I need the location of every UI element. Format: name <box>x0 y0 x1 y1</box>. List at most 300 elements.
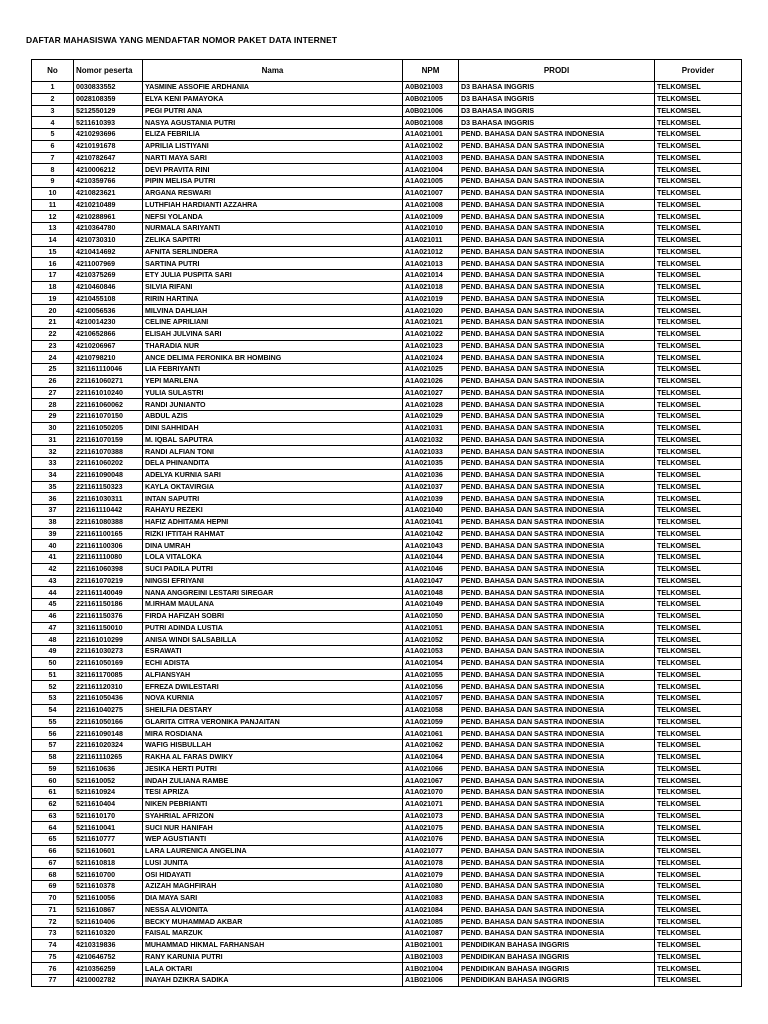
cell-prodi: PEND. BAHASA DAN SASTRA INDONESIA <box>459 587 655 599</box>
cell-no: 31 <box>32 434 74 446</box>
cell-npm: A1A021020 <box>403 305 459 317</box>
cell-npm: A0B021003 <box>403 82 459 94</box>
cell-nama: RAHAYU REZEKI <box>143 505 403 517</box>
table-row <box>32 869 742 881</box>
cell-npm: A1A021032 <box>403 434 459 446</box>
cell-nomor-peserta: 5212550129 <box>74 105 143 117</box>
cell-prodi: PEND. BAHASA DAN SASTRA INDONESIA <box>459 364 655 376</box>
cell-provider: TELKOMSEL <box>655 328 742 340</box>
cell-prodi: PEND. BAHASA DAN SASTRA INDONESIA <box>459 575 655 587</box>
cell-provider: TELKOMSEL <box>655 270 742 282</box>
cell-nama: SUCI PADILA PUTRI <box>143 563 403 575</box>
cell-nomor-peserta: 221161070150 <box>74 411 143 423</box>
cell-nama: ETY JULIA PUSPITA SARI <box>143 270 403 282</box>
table-row <box>32 610 742 622</box>
cell-nama: RIRIN HARTINA <box>143 293 403 305</box>
cell-no: 16 <box>32 258 74 270</box>
cell-npm: A1A021044 <box>403 552 459 564</box>
cell-no: 46 <box>32 610 74 622</box>
cell-no: 13 <box>32 223 74 235</box>
cell-prodi: PEND. BAHASA DAN SASTRA INDONESIA <box>459 834 655 846</box>
cell-provider: TELKOMSEL <box>655 716 742 728</box>
cell-prodi: D3 BAHASA INGGRIS <box>459 93 655 105</box>
cell-nama: INDAH ZULIANA RAMBE <box>143 775 403 787</box>
cell-nomor-peserta: 4210288961 <box>74 211 143 223</box>
cell-no: 29 <box>32 411 74 423</box>
cell-nomor-peserta: 221161050205 <box>74 422 143 434</box>
cell-prodi: PEND. BAHASA DAN SASTRA INDONESIA <box>459 246 655 258</box>
cell-no: 17 <box>32 270 74 282</box>
cell-npm: A1A021021 <box>403 317 459 329</box>
cell-nama: NEFSI YOLANDA <box>143 211 403 223</box>
cell-nomor-peserta: 221161010240 <box>74 387 143 399</box>
cell-no: 26 <box>32 375 74 387</box>
cell-prodi: PEND. BAHASA DAN SASTRA INDONESIA <box>459 599 655 611</box>
cell-npm: A1B021001 <box>403 939 459 951</box>
cell-no: 53 <box>32 693 74 705</box>
table-row <box>32 916 742 928</box>
cell-nama: BECKY MUHAMMAD AKBAR <box>143 916 403 928</box>
cell-npm: A1A021048 <box>403 587 459 599</box>
table-row <box>32 787 742 799</box>
table-row <box>32 140 742 152</box>
cell-nama: SYAHRIAL AFRIZON <box>143 810 403 822</box>
cell-prodi: PEND. BAHASA DAN SASTRA INDONESIA <box>459 411 655 423</box>
table-row <box>32 469 742 481</box>
cell-npm: A1A021051 <box>403 622 459 634</box>
cell-provider: TELKOMSEL <box>655 951 742 963</box>
cell-prodi: PEND. BAHASA DAN SASTRA INDONESIA <box>459 340 655 352</box>
table-row <box>32 387 742 399</box>
cell-nama: YASMINE ASSOFIE ARDHANIA <box>143 82 403 94</box>
cell-nama: WAFIG HISBULLAH <box>143 740 403 752</box>
cell-nama: RANY KARUNIA PUTRI <box>143 951 403 963</box>
cell-no: 54 <box>32 704 74 716</box>
cell-nomor-peserta: 321161170085 <box>74 669 143 681</box>
cell-no: 40 <box>32 540 74 552</box>
cell-nama: JESIKA HERTI PUTRI <box>143 763 403 775</box>
table-row <box>32 822 742 834</box>
cell-nomor-peserta: 221161050436 <box>74 693 143 705</box>
cell-prodi: PEND. BAHASA DAN SASTRA INDONESIA <box>459 622 655 634</box>
cell-provider: TELKOMSEL <box>655 963 742 975</box>
cell-nomor-peserta: 4210646752 <box>74 951 143 963</box>
cell-prodi: PEND. BAHASA DAN SASTRA INDONESIA <box>459 681 655 693</box>
cell-prodi: PEND. BAHASA DAN SASTRA INDONESIA <box>459 399 655 411</box>
header-nama: Nama <box>143 60 403 82</box>
table-row <box>32 528 742 540</box>
cell-no: 68 <box>32 869 74 881</box>
cell-nomor-peserta: 221161020324 <box>74 740 143 752</box>
cell-no: 14 <box>32 234 74 246</box>
cell-provider: TELKOMSEL <box>655 82 742 94</box>
cell-nama: DELA PHINANDITA <box>143 458 403 470</box>
cell-nama: RIZKI IFTITAH RAHMAT <box>143 528 403 540</box>
cell-provider: TELKOMSEL <box>655 681 742 693</box>
cell-prodi: PEND. BAHASA DAN SASTRA INDONESIA <box>459 481 655 493</box>
table-row <box>32 552 742 564</box>
table-row <box>32 634 742 646</box>
cell-prodi: D3 BAHASA INGGRIS <box>459 117 655 129</box>
cell-provider: TELKOMSEL <box>655 704 742 716</box>
cell-prodi: PEND. BAHASA DAN SASTRA INDONESIA <box>459 505 655 517</box>
cell-nama: EFREZA DWILESTARI <box>143 681 403 693</box>
cell-nomor-peserta: 4210823621 <box>74 187 143 199</box>
cell-nama: M. IQBAL SAPUTRA <box>143 434 403 446</box>
cell-prodi: PENDIDIKAN BAHASA INGGRIS <box>459 939 655 951</box>
cell-provider: TELKOMSEL <box>655 246 742 258</box>
cell-npm: A1A021036 <box>403 469 459 481</box>
cell-provider: TELKOMSEL <box>655 93 742 105</box>
cell-provider: TELKOMSEL <box>655 422 742 434</box>
cell-prodi: PEND. BAHASA DAN SASTRA INDONESIA <box>459 563 655 575</box>
cell-nama: NARTI MAYA SARI <box>143 152 403 164</box>
cell-nomor-peserta: 4210460846 <box>74 281 143 293</box>
cell-provider: TELKOMSEL <box>655 810 742 822</box>
cell-provider: TELKOMSEL <box>655 187 742 199</box>
cell-provider: TELKOMSEL <box>655 387 742 399</box>
table-row <box>32 105 742 117</box>
cell-nama: RAKHA AL FARAS DWIKY <box>143 751 403 763</box>
cell-prodi: PEND. BAHASA DAN SASTRA INDONESIA <box>459 434 655 446</box>
cell-provider: TELKOMSEL <box>655 352 742 364</box>
cell-no: 35 <box>32 481 74 493</box>
cell-nama: WEP AGUSTIANTI <box>143 834 403 846</box>
table-row <box>32 963 742 975</box>
cell-provider: TELKOMSEL <box>655 575 742 587</box>
cell-prodi: PEND. BAHASA DAN SASTRA INDONESIA <box>459 281 655 293</box>
cell-no: 56 <box>32 728 74 740</box>
cell-nomor-peserta: 221161060062 <box>74 399 143 411</box>
cell-no: 44 <box>32 587 74 599</box>
table-row <box>32 716 742 728</box>
cell-npm: A1A021070 <box>403 787 459 799</box>
cell-prodi: PEND. BAHASA DAN SASTRA INDONESIA <box>459 199 655 211</box>
table-row <box>32 857 742 869</box>
cell-nomor-peserta: 4210730310 <box>74 234 143 246</box>
cell-nama: HAFIZ ADHITAMA HEPNI <box>143 516 403 528</box>
cell-no: 58 <box>32 751 74 763</box>
cell-no: 28 <box>32 399 74 411</box>
cell-nama: MILVINA DAHLIAH <box>143 305 403 317</box>
cell-no: 30 <box>32 422 74 434</box>
cell-provider: TELKOMSEL <box>655 751 742 763</box>
cell-nomor-peserta: 221161110442 <box>74 505 143 517</box>
cell-prodi: PEND. BAHASA DAN SASTRA INDONESIA <box>459 892 655 904</box>
cell-nama: PUTRI ADINDA LUSTIA <box>143 622 403 634</box>
cell-provider: TELKOMSEL <box>655 105 742 117</box>
cell-prodi: PEND. BAHASA DAN SASTRA INDONESIA <box>459 610 655 622</box>
cell-provider: TELKOMSEL <box>655 199 742 211</box>
cell-prodi: PEND. BAHASA DAN SASTRA INDONESIA <box>459 740 655 752</box>
cell-provider: TELKOMSEL <box>655 740 742 752</box>
cell-no: 71 <box>32 904 74 916</box>
cell-npm: A1A021075 <box>403 822 459 834</box>
cell-nama: GLARITA CITRA VERONIKA PANJAITAN <box>143 716 403 728</box>
table-row <box>32 563 742 575</box>
cell-nama: ELISAH JULVINA SARI <box>143 328 403 340</box>
cell-nomor-peserta: 221161100306 <box>74 540 143 552</box>
cell-prodi: PEND. BAHASA DAN SASTRA INDONESIA <box>459 176 655 188</box>
table-row <box>32 881 742 893</box>
cell-npm: A0B021005 <box>403 93 459 105</box>
cell-nomor-peserta: 221161150376 <box>74 610 143 622</box>
cell-npm: A1A021078 <box>403 857 459 869</box>
cell-no: 36 <box>32 493 74 505</box>
cell-nama: OSI HIDAYATI <box>143 869 403 881</box>
cell-nama: ECHI ADISTA <box>143 657 403 669</box>
cell-npm: A1A021018 <box>403 281 459 293</box>
cell-nama: INAYAH DZIKRA SADIKA <box>143 975 403 987</box>
cell-nomor-peserta: 5211610777 <box>74 834 143 846</box>
cell-nomor-peserta: 5211610170 <box>74 810 143 822</box>
cell-no: 64 <box>32 822 74 834</box>
cell-npm: A1A021061 <box>403 728 459 740</box>
cell-nomor-peserta: 4210359766 <box>74 176 143 188</box>
cell-nama: RANDI JUNIANTO <box>143 399 403 411</box>
table-row <box>32 211 742 223</box>
table-row <box>32 281 742 293</box>
cell-prodi: PEND. BAHASA DAN SASTRA INDONESIA <box>459 187 655 199</box>
cell-provider: TELKOMSEL <box>655 928 742 940</box>
cell-no: 77 <box>32 975 74 987</box>
cell-npm: A1A021024 <box>403 352 459 364</box>
cell-provider: TELKOMSEL <box>655 164 742 176</box>
cell-provider: TELKOMSEL <box>655 787 742 799</box>
table-row <box>32 845 742 857</box>
cell-provider: TELKOMSEL <box>655 693 742 705</box>
cell-prodi: PEND. BAHASA DAN SASTRA INDONESIA <box>459 704 655 716</box>
cell-nomor-peserta: 4210056536 <box>74 305 143 317</box>
cell-prodi: PEND. BAHASA DAN SASTRA INDONESIA <box>459 693 655 705</box>
cell-prodi: PEND. BAHASA DAN SASTRA INDONESIA <box>459 422 655 434</box>
cell-nomor-peserta: 221161070388 <box>74 446 143 458</box>
cell-prodi: PEND. BAHASA DAN SASTRA INDONESIA <box>459 646 655 658</box>
cell-nomor-peserta: 221161060271 <box>74 375 143 387</box>
cell-nomor-peserta: 5211610636 <box>74 763 143 775</box>
table-row <box>32 434 742 446</box>
cell-no: 38 <box>32 516 74 528</box>
cell-npm: A1A021035 <box>403 458 459 470</box>
cell-no: 25 <box>32 364 74 376</box>
cell-nomor-peserta: 4210356259 <box>74 963 143 975</box>
cell-provider: TELKOMSEL <box>655 434 742 446</box>
cell-prodi: PEND. BAHASA DAN SASTRA INDONESIA <box>459 552 655 564</box>
cell-no: 34 <box>32 469 74 481</box>
table-row <box>32 223 742 235</box>
cell-prodi: PEND. BAHASA DAN SASTRA INDONESIA <box>459 869 655 881</box>
cell-provider: TELKOMSEL <box>655 881 742 893</box>
cell-prodi: D3 BAHASA INGGRIS <box>459 105 655 117</box>
cell-no: 12 <box>32 211 74 223</box>
cell-no: 23 <box>32 340 74 352</box>
cell-nama: YEPI MARLENA <box>143 375 403 387</box>
cell-no: 4 <box>32 117 74 129</box>
table-row <box>32 693 742 705</box>
cell-no: 19 <box>32 293 74 305</box>
cell-provider: TELKOMSEL <box>655 258 742 270</box>
cell-provider: TELKOMSEL <box>655 587 742 599</box>
cell-no: 5 <box>32 129 74 141</box>
table-row <box>32 975 742 987</box>
cell-nama: PIPIN MELISA PUTRI <box>143 176 403 188</box>
cell-nomor-peserta: 221161080388 <box>74 516 143 528</box>
cell-prodi: PEND. BAHASA DAN SASTRA INDONESIA <box>459 822 655 834</box>
cell-nama: CELINE APRILIANI <box>143 317 403 329</box>
cell-provider: TELKOMSEL <box>655 129 742 141</box>
header-nomor-peserta: Nomor peserta <box>74 60 143 82</box>
cell-nomor-peserta: 221161090148 <box>74 728 143 740</box>
cell-prodi: PEND. BAHASA DAN SASTRA INDONESIA <box>459 317 655 329</box>
cell-nomor-peserta: 221161010299 <box>74 634 143 646</box>
cell-nama: INTAN SAPUTRI <box>143 493 403 505</box>
cell-nama: FAISAL MARZUK <box>143 928 403 940</box>
cell-no: 47 <box>32 622 74 634</box>
cell-nomor-peserta: 5211610924 <box>74 787 143 799</box>
cell-npm: A1A021012 <box>403 246 459 258</box>
cell-no: 41 <box>32 552 74 564</box>
cell-prodi: PEND. BAHASA DAN SASTRA INDONESIA <box>459 787 655 799</box>
cell-nama: ADELYA KURNIA SARI <box>143 469 403 481</box>
cell-nama: LUTHFIAH HARDIANTI AZZAHRA <box>143 199 403 211</box>
cell-provider: TELKOMSEL <box>655 493 742 505</box>
cell-provider: TELKOMSEL <box>655 775 742 787</box>
cell-prodi: PEND. BAHASA DAN SASTRA INDONESIA <box>459 293 655 305</box>
cell-no: 3 <box>32 105 74 117</box>
cell-no: 52 <box>32 681 74 693</box>
cell-no: 20 <box>32 305 74 317</box>
cell-provider: TELKOMSEL <box>655 857 742 869</box>
cell-npm: A1A021025 <box>403 364 459 376</box>
cell-nama: ELYA KENI PAMAYOKA <box>143 93 403 105</box>
cell-npm: A1A021023 <box>403 340 459 352</box>
cell-provider: TELKOMSEL <box>655 446 742 458</box>
cell-nama: LOLA VITALOKA <box>143 552 403 564</box>
table-row <box>32 646 742 658</box>
table-row <box>32 740 742 752</box>
cell-no: 73 <box>32 928 74 940</box>
cell-no: 57 <box>32 740 74 752</box>
cell-nama: AZIZAH MAGHFIRAH <box>143 881 403 893</box>
cell-nama: KAYLA OKTAVIRGIA <box>143 481 403 493</box>
cell-nomor-peserta: 4210191678 <box>74 140 143 152</box>
cell-nomor-peserta: 4210652866 <box>74 328 143 340</box>
cell-provider: TELKOMSEL <box>655 528 742 540</box>
cell-provider: TELKOMSEL <box>655 904 742 916</box>
cell-npm: A1A021040 <box>403 505 459 517</box>
table-row <box>32 587 742 599</box>
table-row <box>32 117 742 129</box>
cell-no: 15 <box>32 246 74 258</box>
cell-npm: A1A021013 <box>403 258 459 270</box>
cell-nama: ANCE DELIMA FERONIKA BR HOMBING <box>143 352 403 364</box>
cell-npm: A1A021022 <box>403 328 459 340</box>
cell-nomor-peserta: 5211610818 <box>74 857 143 869</box>
cell-nama: LALA OKTARI <box>143 963 403 975</box>
table-row <box>32 904 742 916</box>
table-row <box>32 622 742 634</box>
cell-provider: TELKOMSEL <box>655 646 742 658</box>
cell-provider: TELKOMSEL <box>655 469 742 481</box>
cell-npm: A1A021011 <box>403 234 459 246</box>
cell-no: 11 <box>32 199 74 211</box>
cell-prodi: PEND. BAHASA DAN SASTRA INDONESIA <box>459 916 655 928</box>
cell-provider: TELKOMSEL <box>655 728 742 740</box>
cell-provider: TELKOMSEL <box>655 916 742 928</box>
cell-nomor-peserta: 4210002782 <box>74 975 143 987</box>
cell-prodi: PEND. BAHASA DAN SASTRA INDONESIA <box>459 352 655 364</box>
table-row <box>32 93 742 105</box>
cell-no: 59 <box>32 763 74 775</box>
cell-provider: TELKOMSEL <box>655 176 742 188</box>
cell-provider: TELKOMSEL <box>655 869 742 881</box>
cell-no: 42 <box>32 563 74 575</box>
cell-provider: TELKOMSEL <box>655 763 742 775</box>
cell-no: 7 <box>32 152 74 164</box>
cell-nomor-peserta: 5211610601 <box>74 845 143 857</box>
cell-nama: APRILIA LISTIYANI <box>143 140 403 152</box>
cell-no: 69 <box>32 881 74 893</box>
cell-npm: A1A021083 <box>403 892 459 904</box>
cell-nomor-peserta: 4210014230 <box>74 317 143 329</box>
cell-prodi: PEND. BAHASA DAN SASTRA INDONESIA <box>459 458 655 470</box>
table-row <box>32 82 742 94</box>
table-row <box>32 164 742 176</box>
cell-nama: ARGANA RESWARI <box>143 187 403 199</box>
cell-npm: A1A021031 <box>403 422 459 434</box>
cell-nomor-peserta: 4210206967 <box>74 340 143 352</box>
cell-prodi: PEND. BAHASA DAN SASTRA INDONESIA <box>459 516 655 528</box>
cell-npm: A1A021066 <box>403 763 459 775</box>
cell-npm: A1A021027 <box>403 387 459 399</box>
cell-nama: DINA UMRAH <box>143 540 403 552</box>
cell-nama: SARTINA PUTRI <box>143 258 403 270</box>
cell-no: 60 <box>32 775 74 787</box>
cell-no: 9 <box>32 176 74 188</box>
cell-nama: PEGI PUTRI ANA <box>143 105 403 117</box>
cell-npm: A0B021008 <box>403 117 459 129</box>
table-row <box>32 704 742 716</box>
table-row <box>32 411 742 423</box>
table-row <box>32 657 742 669</box>
cell-npm: A1A021042 <box>403 528 459 540</box>
cell-no: 76 <box>32 963 74 975</box>
table-row <box>32 340 742 352</box>
cell-npm: A1B021003 <box>403 951 459 963</box>
cell-nomor-peserta: 221161070159 <box>74 434 143 446</box>
cell-no: 67 <box>32 857 74 869</box>
table-row <box>32 939 742 951</box>
cell-no: 24 <box>32 352 74 364</box>
cell-npm: A1A021047 <box>403 575 459 587</box>
cell-nomor-peserta: 4211007969 <box>74 258 143 270</box>
cell-nomor-peserta: 5211610404 <box>74 798 143 810</box>
table-row <box>32 540 742 552</box>
cell-npm: A1A021079 <box>403 869 459 881</box>
cell-npm: A1A021057 <box>403 693 459 705</box>
cell-no: 18 <box>32 281 74 293</box>
table-row <box>32 246 742 258</box>
cell-npm: A1A021039 <box>403 493 459 505</box>
cell-npm: A1A021009 <box>403 211 459 223</box>
cell-nomor-peserta: 221161030311 <box>74 493 143 505</box>
cell-nomor-peserta: 221161050169 <box>74 657 143 669</box>
cell-npm: A1A021037 <box>403 481 459 493</box>
cell-nomor-peserta: 221161060202 <box>74 458 143 470</box>
cell-provider: TELKOMSEL <box>655 939 742 951</box>
student-table <box>31 59 742 987</box>
cell-nama: NESSA ALVIONITA <box>143 904 403 916</box>
